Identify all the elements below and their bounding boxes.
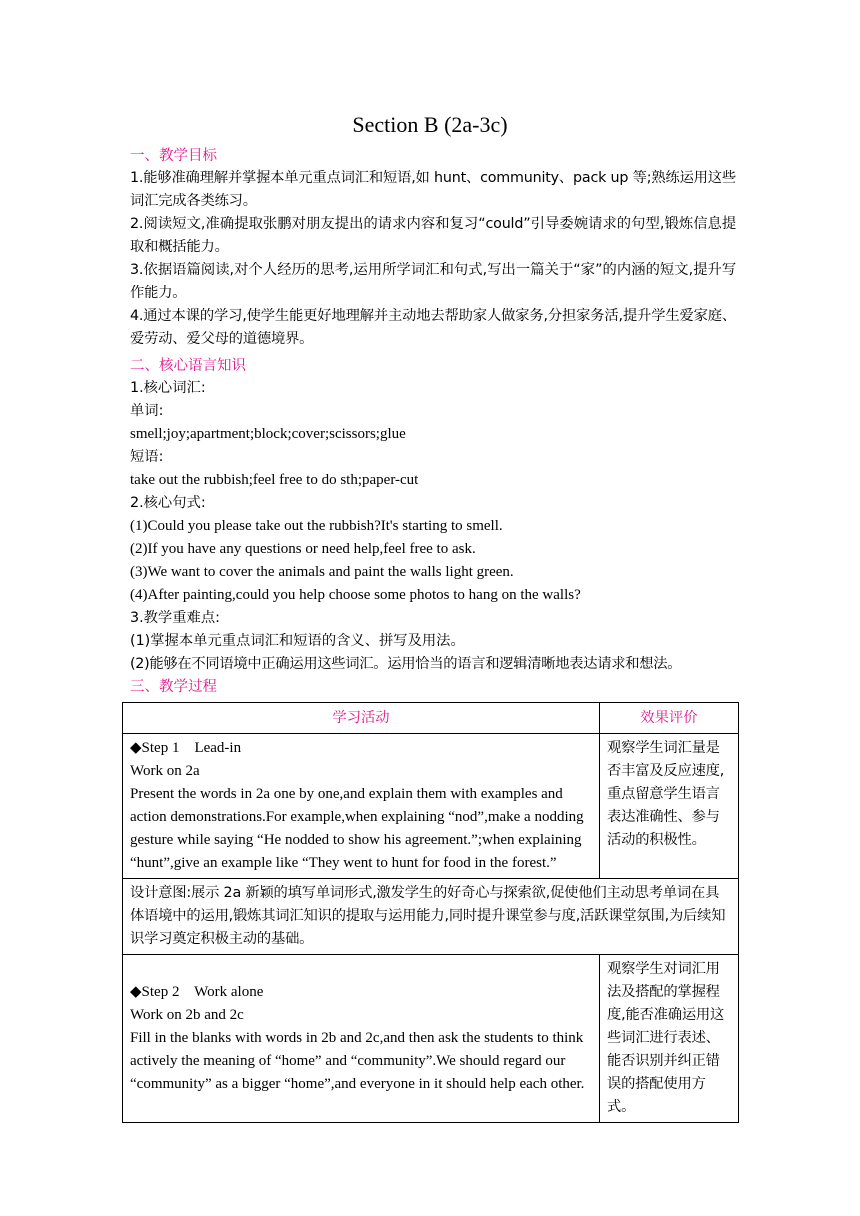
design-intent-1: 设计意图:展示 2a 新颖的填写单词形式,激发学生的好奇心与探索欲,促使他们主动思考单词在具体语境中的运用,锻炼其词汇知识的提取与运用能力,同时提升课堂参与度,活跃课堂氛围,为后续知识学习奠定积极主动的基础。 — [123, 879, 739, 955]
document-title: Section B (2a-3c) — [352, 112, 508, 137]
step2-title: ◆Step 2 Work alone — [130, 984, 264, 1000]
goal-item: 3.依据语篇阅读,对个人经历的思考,运用所学词汇和句式,写出一篇关于“家”的内涵的短文,提升写作能力。 — [130, 262, 736, 301]
sentence-item: (4)After painting,could you help choose some photos to hang on the walls? — [130, 587, 581, 603]
knowledge-section — [130, 355, 736, 698]
keypoints-label: 3.教学重难点: — [130, 610, 220, 626]
step1-body: Present the words in 2a one by one,and explain them with examples and action demonstrations.For example,when explaining “nod”,make a nodding gesture while saying “He nodded to show his agreement.”;when explaining “hunt”,give an example like “They went to hunt for food in the forest.” — [130, 786, 584, 871]
step2-cell — [123, 955, 600, 1123]
table-row — [123, 955, 739, 1123]
phrases-list: take out the rubbish;feel free to do sth;paper-cut — [130, 472, 419, 488]
step1-eval: 观察学生词汇量是否丰富及反应速度,重点留意学生语言表达准确性、参与活动的积极性。 — [600, 734, 739, 879]
knowledge-heading: 二、核心语言知识 — [130, 358, 246, 374]
table-row — [123, 734, 739, 879]
sentence-item: (3)We want to cover the animals and paint the walls light green. — [130, 564, 514, 580]
sentence-item: (2)If you have any questions or need help,feel free to ask. — [130, 541, 476, 557]
sentences-label: 2.核心句式: — [130, 495, 206, 511]
step1-title: ◆Step 1 Lead-in — [130, 740, 242, 756]
header-evaluation: 效果评价 — [600, 703, 739, 734]
goals-heading: 一、教学目标 — [130, 148, 217, 164]
words-label: 单词: — [130, 403, 164, 419]
keypoint-item: (2)能够在不同语境中正确运用这些词汇。运用恰当的语言和逻辑清晰地表达请求和想法。 — [130, 656, 682, 672]
step2-eval: 观察学生对词汇用法及搭配的掌握程度,能否准确运用这些词汇进行表述、能否识别并纠正错误的搭配使用方式。 — [600, 955, 739, 1123]
process-heading: 三、教学过程 — [130, 679, 217, 695]
sentence-item: (1)Could you please take out the rubbish?It's starting to smell. — [130, 518, 503, 534]
header-activity: 学习活动 — [123, 703, 600, 734]
goal-item: 1.能够准确理解并掌握本单元重点词汇和短语,如 hunt、community、pack up 等;熟练运用这些词汇完成各类练习。 — [130, 170, 736, 209]
step1-sub: Work on 2a — [130, 763, 200, 779]
words-list: smell;joy;apartment;block;cover;scissors;glue — [130, 426, 406, 442]
table-header-row — [123, 703, 739, 734]
process-table — [122, 702, 739, 1123]
table-row — [123, 879, 739, 955]
step1-cell — [123, 734, 600, 879]
keypoint-item: (1)掌握本单元重点词汇和短语的含义、拼写及用法。 — [130, 633, 465, 649]
vocab-label: 1.核心词汇: — [130, 380, 206, 396]
step2-sub: Work on 2b and 2c — [130, 1007, 244, 1023]
goals-section — [130, 145, 736, 351]
phrases-label: 短语: — [130, 449, 164, 465]
goal-item: 2.阅读短文,准确提取张鹏对朋友提出的请求内容和复习“could”引导委婉请求的句型,锻炼信息提取和概括能力。 — [130, 216, 736, 255]
step2-body: Fill in the blanks with words in 2b and 2c,and then ask the students to think actively the meaning of “home” and “community”.We should regard our “community” as a bigger “home”,and everyone in it should help each other. — [130, 1030, 585, 1092]
goal-item: 4.通过本课的学习,使学生能更好地理解并主动地去帮助家人做家务,分担家务活,提升学生爱家庭、爱劳动、爱父母的道德境界。 — [130, 308, 736, 347]
